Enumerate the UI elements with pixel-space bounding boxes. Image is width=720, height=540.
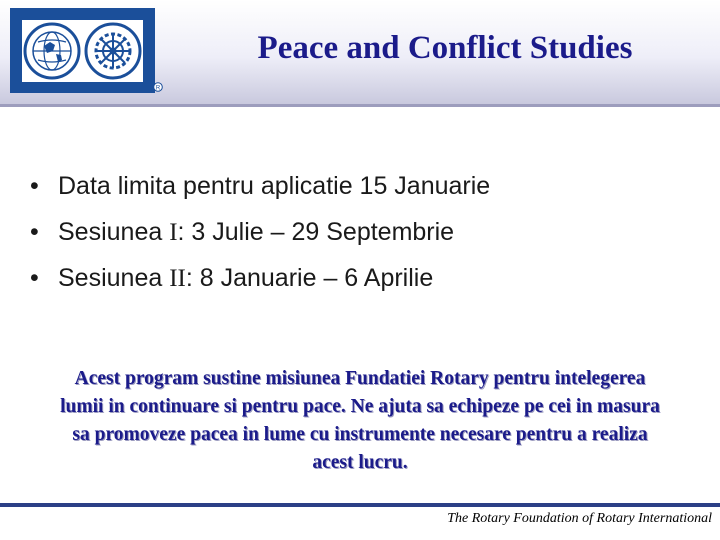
bullet-text: Data limita pentru aplicatie 15 Januarie	[58, 172, 491, 200]
list-item	[30, 168, 490, 214]
list-item	[30, 214, 490, 260]
bullet-text: Sesiunea	[58, 218, 170, 246]
session-roman-numeral: I	[169, 219, 178, 246]
list-item	[30, 260, 490, 306]
footer-text: The Rotary Foundation of Rotary International	[447, 511, 712, 526]
footer-divider	[0, 503, 720, 507]
bullet-text: : 8 Januarie – 6 Aprilie	[185, 264, 434, 292]
bullet-icon: •	[30, 218, 39, 246]
header-divider	[0, 104, 720, 107]
bullet-icon: •	[30, 172, 39, 200]
page-title: Peace and Conflict Studies	[257, 30, 633, 66]
registered-mark-icon	[153, 82, 163, 92]
rotary-logo	[10, 8, 161, 93]
mission-paragraph: Acest program sustine misiunea Fundatiei Rotary pentru intelegerea lumii in continuare si pentru pace. Ne ajuta sa echipeze pe cei in masura sa promoveze pacea in lume cu instrumente necesare pentru a realiza acest lucru.	[60, 368, 660, 473]
session-roman-numeral: II	[169, 265, 186, 292]
rotary-emblems-icon	[22, 20, 143, 82]
deadline-list	[30, 168, 490, 306]
bullet-icon: •	[30, 264, 39, 292]
svg-text:R: R	[155, 85, 161, 92]
bullet-text: Sesiunea	[58, 264, 170, 292]
bullet-text: : 3 Julie – 29 Septembrie	[177, 218, 455, 246]
logo-panel	[22, 20, 143, 82]
